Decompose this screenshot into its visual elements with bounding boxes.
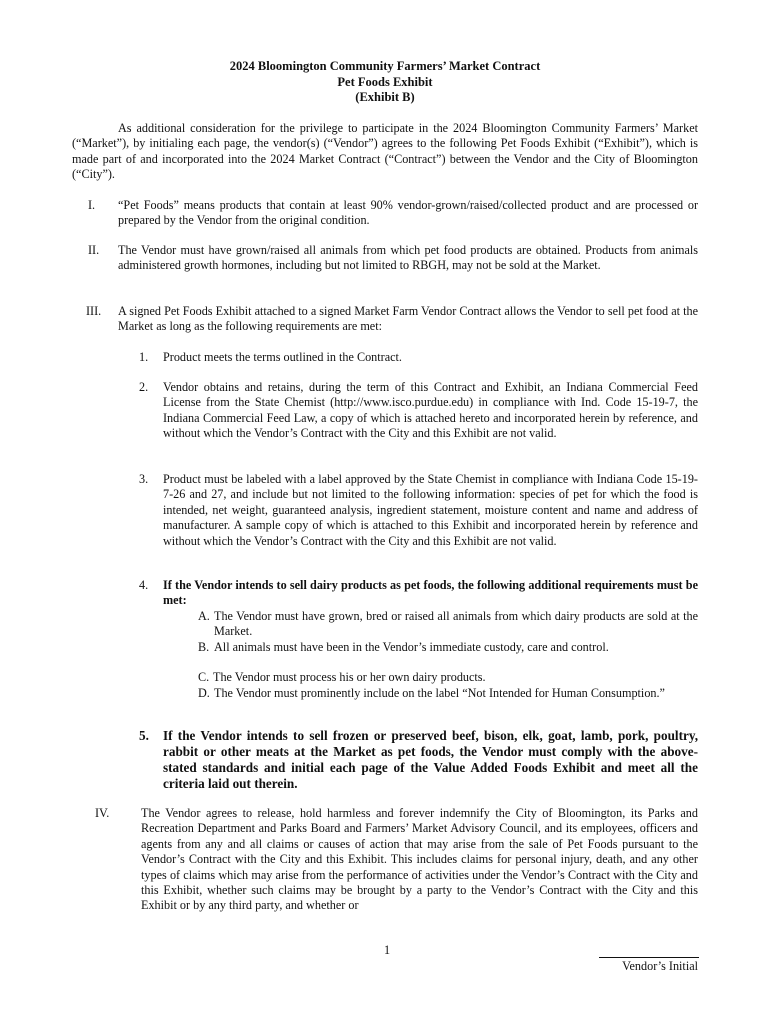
dairy-item-a <box>198 609 698 640</box>
requirement-4-number: 4. <box>139 578 149 592</box>
requirement-3-text: Product must be labeled with a label approved by the State Chemist in compliance with Indiana Code 15-19-7-26 and 27, and include but not limited to the following information: species of pet for which the food is intended, net weight, guaranteed analysis, ingredient statement, moisture content and name and address of manufacturer. A sample copy of which is attached to this Exhibit and incorporated herein by reference and without which the Vendor’s Contract with the City and this Exhibit are not valid. <box>163 472 698 548</box>
dairy-item-b-text: All animals must have been in the Vendor’s immediate custody, care and control. <box>214 640 609 654</box>
requirement-1-number: 1. <box>139 350 149 364</box>
page-number: 1 <box>383 943 391 957</box>
section-iv-number: IV. <box>95 806 110 820</box>
title-line-1: 2024 Bloomington Community Farmers’ Market Contract <box>229 59 541 73</box>
section-ii-number: II. <box>88 243 100 257</box>
dairy-item-d <box>198 686 698 701</box>
section-iii-number: III. <box>86 304 102 318</box>
title-line-2: Pet Foods Exhibit <box>337 74 433 89</box>
document-title <box>72 59 698 106</box>
requirement-5-text: If the Vendor intends to sell frozen or preserved beef, bison, elk, goat, lamb, pork, poultry, rabbit or other meats at the Market as pet foods, the Vendor must comply with the above-stated standards and initial each page of the Value Added Foods Exhibit and meet all the criteria laid out therein. <box>163 728 698 791</box>
section-ii-text: The Vendor must have grown/raised all animals from which pet food products are obtained. Products from animals administered growth hormones, including but not limited to RBGH, may not be sold at the Market. <box>118 243 698 273</box>
requirement-3-number: 3. <box>139 472 149 486</box>
initial-signature-line <box>599 957 699 958</box>
dairy-item-c <box>198 670 698 685</box>
title-line-3: (Exhibit B) <box>355 90 415 104</box>
requirement-2-text: Vendor obtains and retains, during the term of this Contract and Exhibit, an Indiana Commercial Feed License from the State Chemist (http://www.isco.purdue.edu) in compliance with Ind. Code 15-19-7, the Indiana Commercial Feed Law, a copy of which is attached hereto and incorporated herein by reference, and without which the Vendor’s Contract with the City and this Exhibit are not valid. <box>163 380 698 441</box>
dairy-item-a-letter: A. <box>198 609 210 623</box>
dairy-item-d-letter: D. <box>198 686 210 700</box>
dairy-item-c-letter: C. <box>198 670 210 684</box>
dairy-item-b-letter: B. <box>198 640 210 654</box>
requirement-4-text: If the Vendor intends to sell dairy products as pet foods, the following additional requirements must be met: <box>163 578 698 608</box>
dairy-item-a-text: The Vendor must have grown, bred or raised all animals from which dairy products are sold at the Market. <box>214 609 698 639</box>
requirement-2-number: 2. <box>139 380 149 394</box>
dairy-item-d-text: The Vendor must prominently include on the label “Not Intended for Human Consumption.” <box>214 686 665 700</box>
vendor-initial-label: Vendor’s Initial <box>622 959 698 973</box>
requirement-1-text: Product meets the terms outlined in the Contract. <box>163 350 402 364</box>
intro-paragraph: As additional consideration for the privilege to participate in the 2024 Bloomington Community Farmers’ Market (“Market”), by initialing each page, the vendor(s) (“Vendor”) agrees to the following Pet Foods Exhibit (“Exhibit”), which is made part of and incorporated into the 2024 Market Contract (“Contract”) between the Vendor and the City of Bloomington (“City”). <box>72 121 698 182</box>
dairy-item-b <box>198 640 698 655</box>
dairy-item-c-text: The Vendor must process his or her own dairy products. <box>213 670 486 684</box>
section-iii-text: A signed Pet Foods Exhibit attached to a signed Market Farm Vendor Contract allows the Vendor to sell pet food at the Market as long as the following requirements are met: <box>118 304 698 334</box>
section-iv-text: The Vendor agrees to release, hold harmless and forever indemnify the City of Bloomington, its Parks and Recreation Department and Parks Board and Farmers’ Market Advisory Council, and its employees, officers and agents from any and all claims or causes of action that may arise from the sale of Pet Foods pursuant to the Vendor’s Contract with the City and this Exhibit. This includes claims for personal injury, death, and any other types of claims which may arise from the performance of activities under the Vendor’s Contract with the City and this Exhibit, whether such claims may be brought by a party to the Vendor’s Contract with the City and this Exhibit or by any third party, and whether or <box>141 806 698 913</box>
section-i-number: I. <box>88 198 96 212</box>
section-i-text: “Pet Foods” means products that contain at least 90% vendor-grown/raised/collected product and are processed or prepared by the Vendor from the original condition. <box>118 198 698 228</box>
requirement-5-number: 5. <box>139 728 149 743</box>
